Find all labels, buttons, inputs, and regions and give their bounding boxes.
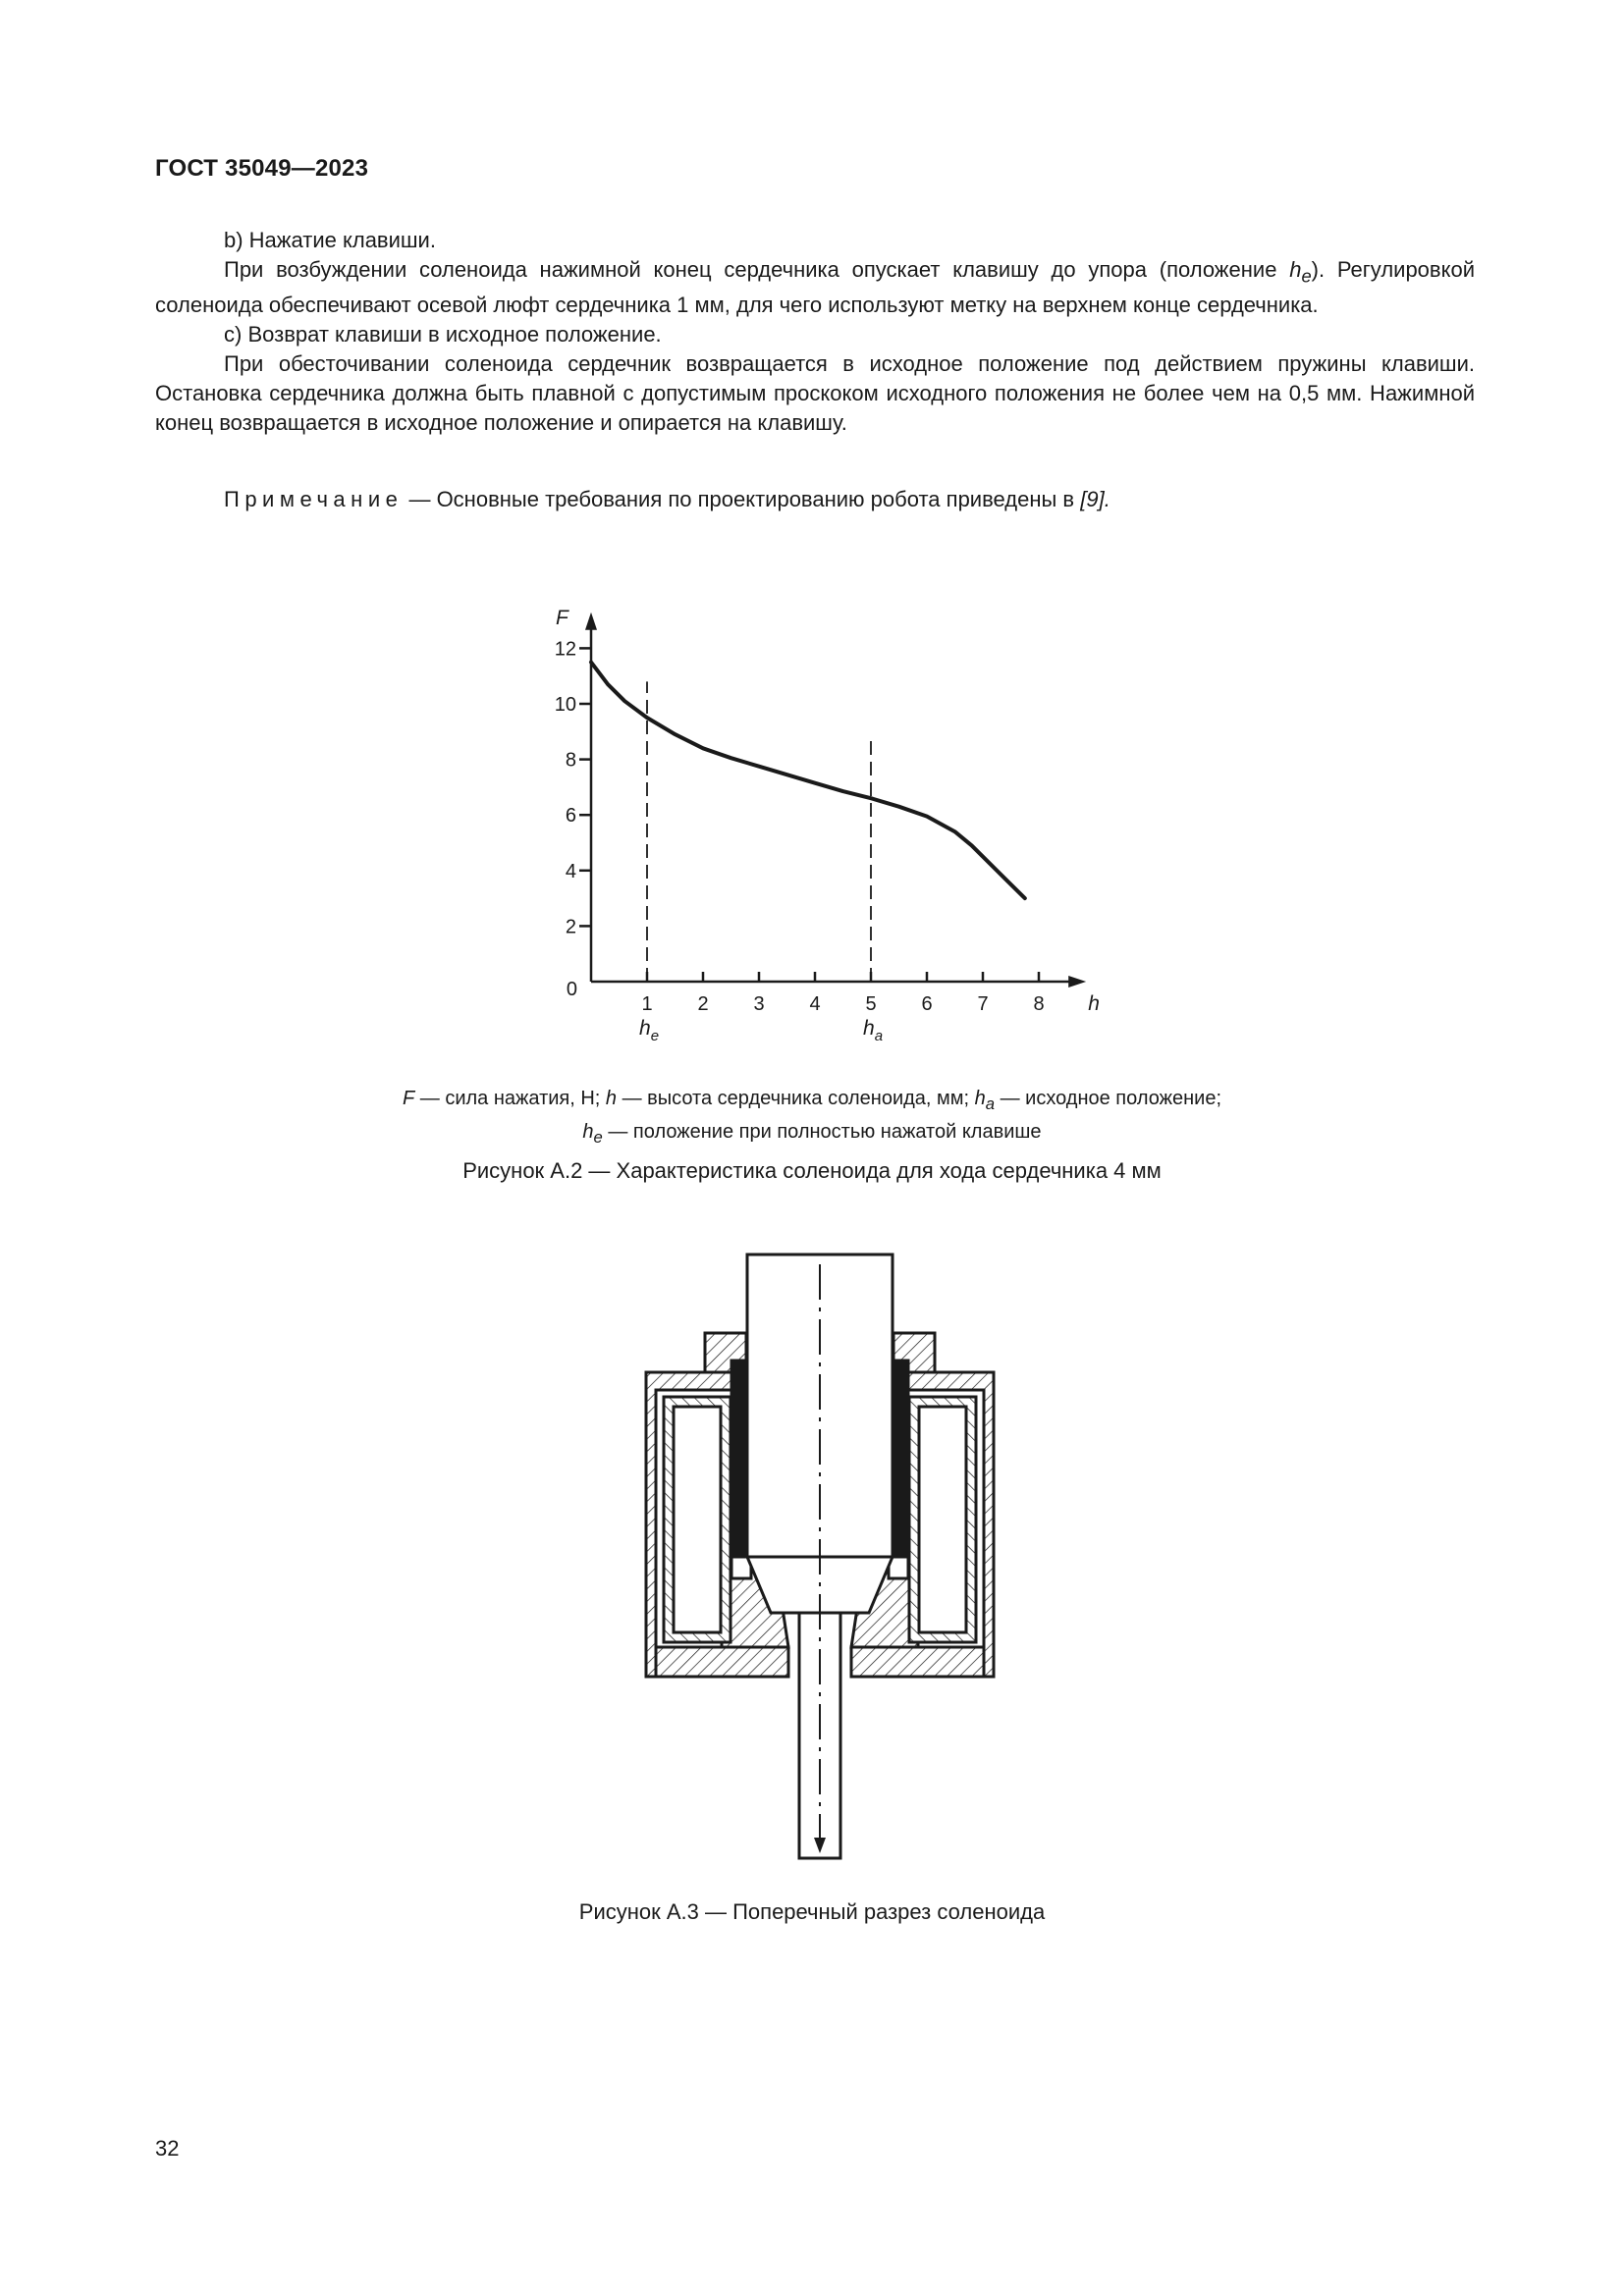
sleeve-right	[893, 1361, 908, 1557]
x-tick-label: 5	[865, 993, 877, 1015]
x-tick-label: 7	[977, 993, 989, 1015]
pole-left	[656, 1647, 788, 1677]
pole-right	[851, 1647, 984, 1677]
y-tick-label: 12	[554, 638, 576, 661]
x-tick-label: 3	[753, 993, 765, 1015]
y-tick-label: 6	[565, 805, 576, 828]
force-chart	[511, 569, 1119, 1070]
y-axis-arrow-icon	[585, 613, 597, 630]
figure-a3-caption: Рисунок А.3 — Поперечный разрез соленоида	[578, 1899, 1046, 1924]
legend-line-1: F — сила нажатия, Н; h — высота сердечника соленоида, мм; $h_a$ — исходное положение;	[402, 1088, 1222, 1113]
x-tick-label: 8	[1033, 993, 1045, 1015]
sleeve-left	[731, 1361, 747, 1557]
x-axis-label: h	[1088, 992, 1100, 1015]
solenoid-cross-section	[628, 1245, 1011, 1868]
y-tick-label: 2	[565, 916, 576, 938]
x-tick-label: 2	[697, 993, 709, 1015]
marker-label: $h_a$	[863, 1017, 884, 1044]
page-number: 32	[155, 2136, 180, 2161]
note	[224, 485, 1110, 514]
force-curve	[591, 663, 1025, 899]
paragraph-press: При возбуждении соленоида нажимной конец сердечника опускает клавишу до упора (положение $h_e$). Регулировкой соленоида обеспечивают осевой люфт сердечника 1 мм, для чего используют метку на верхнем конце сердечника.	[155, 257, 1475, 318]
note-text: — Основные требования по проектированию робота приведены в	[403, 487, 1081, 511]
marker-label: $h_e$	[639, 1017, 660, 1044]
y-tick-label: 8	[565, 749, 576, 772]
document-header: ГОСТ 35049—2023	[155, 155, 369, 182]
figure-legend	[0, 1085, 1624, 1151]
coil-right-inner	[919, 1407, 966, 1632]
y-axis-label: F	[556, 606, 568, 629]
figure-a2-caption: Рисунок А.2 — Характеристика соленоида для хода сердечника 4 мм	[462, 1158, 1162, 1183]
y-tick-label: 10	[554, 694, 576, 716]
note-label: Примечание	[224, 487, 404, 511]
y-tick-label: 4	[565, 860, 576, 882]
x-tick-label: 6	[921, 993, 933, 1015]
body-text	[155, 226, 1475, 438]
x-axis-arrow-icon	[1068, 976, 1086, 988]
note-ref: [9].	[1080, 487, 1110, 511]
origin-label: 0	[566, 979, 577, 1000]
x-tick-label: 1	[641, 993, 653, 1015]
paragraph-c: c) Возврат клавиши в исходное положение.	[224, 322, 662, 347]
legend-line-2: $h_e$ — положение при полностью нажатой клавише	[582, 1121, 1042, 1147]
coil-left-inner	[674, 1407, 721, 1632]
paragraph-return: При обесточивании соленоида сердечник возвращается в исходное положение под действием пружины клавиши. Остановка сердечника должна быть плавной с допустимым проскоком исходного положения не более чем на 0,5 мм. Нажимной конец возвращается в исходное положение и опирается на клавишу.	[155, 351, 1475, 436]
x-tick-label: 4	[809, 993, 821, 1015]
paragraph-b: b) Нажатие клавиши.	[224, 228, 436, 252]
